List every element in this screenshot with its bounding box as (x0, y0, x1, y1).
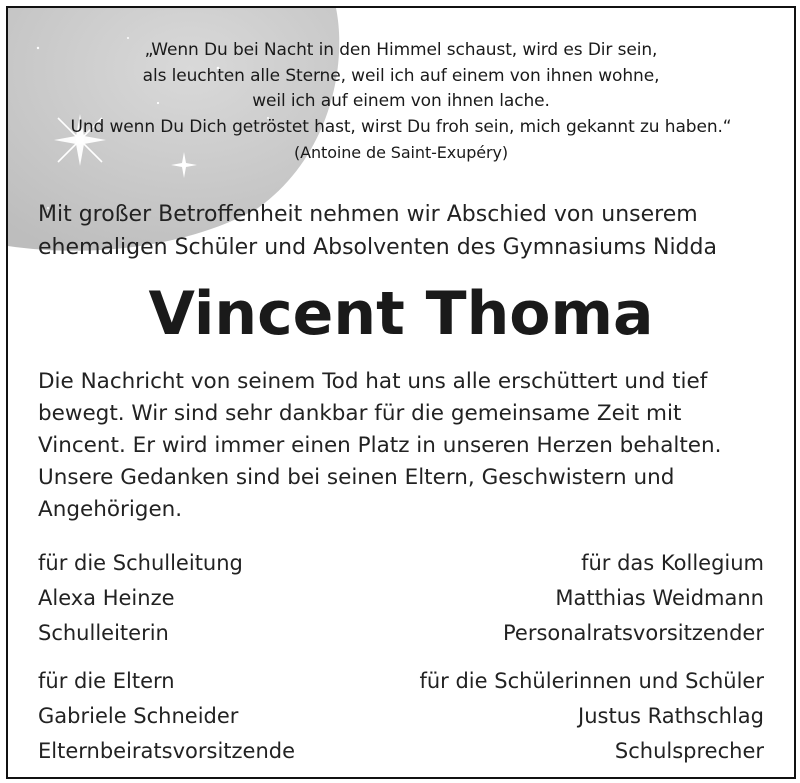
message-line: bewegt. Wir sind sehr dankbar für die gemeinsame Zeit mit (38, 401, 682, 426)
quote-line: weil ich auf einem von ihnen lache. (252, 91, 550, 111)
intro-text (38, 198, 778, 264)
signature-group: für das Kollegium (581, 551, 764, 575)
intro-line: Mit großer Betroffenheit nehmen wir Abschied von unserem (38, 202, 698, 227)
signature-group: für die Eltern (38, 669, 175, 693)
deceased-name: Vincent Thoma (148, 279, 654, 349)
signature-students (394, 664, 764, 769)
signature-teaching-staff (394, 546, 764, 651)
quote-line: Und wenn Du Dich getröstet hast, wirst Du froh sein, mich gekannt zu haben.“ (70, 116, 732, 137)
signature-name: Alexa Heinze (38, 586, 175, 610)
signature-name: Justus Rathschlag (578, 704, 764, 728)
quote-line: als leuchten alle Sterne, weil ich auf einem von ihnen wohne, (142, 65, 660, 86)
condolence-message (38, 366, 778, 526)
signature-school-management (38, 546, 408, 651)
message-line: Unsere Gedanken sind bei seinen Eltern, Geschwistern und (38, 465, 675, 490)
signature-role: Personalratsvorsitzender (502, 621, 764, 645)
message-line: Vincent. Er wird immer einen Platz in unseren Herzen behalten. (38, 433, 722, 458)
intro-line: ehemaligen Schüler und Absolventen des Gymnasiums Nidda (38, 235, 717, 260)
signature-role: Elternbeiratsvorsitzende (38, 739, 296, 763)
quote-line: „Wenn Du bei Nacht in den Himmel schaust, wird es Dir sein, (144, 40, 658, 60)
signature-role: Schulsprecher (614, 739, 764, 763)
obituary-notice (6, 6, 796, 779)
signature-group: für die Schulleitung (38, 551, 243, 575)
quote-author: (Antoine de Saint-Exupéry) (294, 143, 508, 162)
signature-group: für die Schülerinnen und Schüler (419, 669, 764, 693)
message-line: Die Nachricht von seinem Tod hat uns alle erschüttert und tief (38, 369, 708, 394)
message-line: Angehörigen. (38, 497, 183, 522)
signature-parents (38, 664, 408, 769)
signature-name: Gabriele Schneider (38, 704, 239, 728)
quote-block (8, 38, 794, 166)
signature-role: Schulleiterin (38, 621, 169, 645)
signature-name: Matthias Weidmann (555, 586, 764, 610)
